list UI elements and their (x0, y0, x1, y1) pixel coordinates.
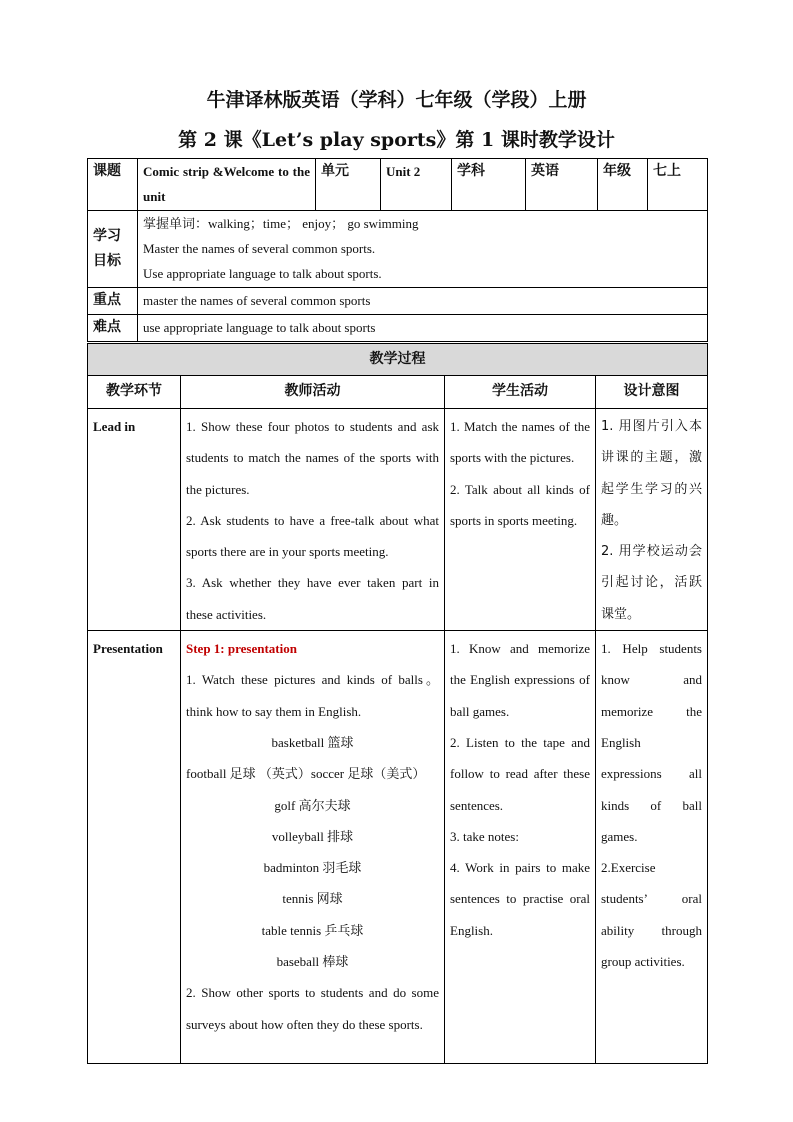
unit-label: 单元 (316, 159, 381, 211)
header-intent: 设计意图 (596, 376, 708, 409)
vocab-item: baseball 棒球 (276, 954, 349, 970)
presentation-stage: Presentation (88, 631, 181, 1064)
grade-value: 七上 (648, 159, 708, 211)
lead-in-teacher-2: 2. Ask students to have a free-talk about what sports there are in your sports meeting. (186, 512, 439, 560)
objective-line-3: Use appropriate language to talk about sports. (143, 266, 382, 281)
presentation-row (88, 631, 708, 1064)
objectives-content (138, 211, 708, 288)
vocab-item: table tennis 乒乓球 (261, 922, 364, 938)
unit-value: Unit 2 (381, 159, 452, 211)
vocab-item: volleyball 排球 (271, 828, 354, 844)
process-title-row (88, 344, 708, 376)
presentation-student-3: 3. take notes: (450, 828, 519, 844)
vocab-item: golf 高尔夫球 (274, 797, 351, 813)
lead-in-row (88, 409, 708, 631)
objectives-label (88, 211, 138, 288)
presentation-student (445, 631, 596, 1064)
process-title: 教学过程 (88, 344, 708, 376)
key-point-value: master the names of several common sports (138, 288, 708, 315)
header-student: 学生活动 (445, 376, 596, 409)
key-point-row (88, 288, 708, 315)
presentation-intent-2: 2.Exercise students’ oral ability through group activities. (601, 860, 702, 970)
key-point-label: 重点 (88, 288, 138, 315)
document-title: 牛津译林版英语（学科）七年级（学段）上册 (206, 89, 587, 111)
presentation-student-1: 1. Know and memorize the English expressions of ball games. (450, 641, 590, 719)
info-row (88, 159, 708, 211)
grade-label: 年级 (598, 159, 648, 211)
objectives-row (88, 211, 708, 288)
difficulty-value: use appropriate language to talk about sports (138, 315, 708, 342)
info-table (87, 158, 708, 342)
objectives-label-1: 学习 (93, 228, 121, 244)
objective-line-2: Master the names of several common sports. (143, 241, 376, 256)
presentation-intro: 1. Watch these pictures and kinds of balls。think how to say them in English. (186, 672, 439, 719)
lead-in-student (445, 409, 596, 631)
objectives-label-2: 目标 (93, 253, 121, 269)
vocab-item: badminton 羽毛球 (263, 860, 362, 876)
lead-in-teacher (181, 409, 445, 631)
header-stage: 教学环节 (88, 376, 181, 409)
lead-in-stage: Lead in (88, 409, 181, 631)
presentation-outro: 2. Show other sports to students and do some surveys about how often they do these sports. (186, 985, 439, 1032)
lead-in-student-1: 1. Match the names of the sports with the pictures. (450, 419, 590, 466)
header-teacher: 教师活动 (181, 376, 445, 409)
presentation-student-2: 2. Listen to the tape and follow to read after these sentences. (450, 734, 590, 813)
lead-in-intent-2: 2. 用学校运动会引起讨论，活跃课堂。 (601, 544, 702, 622)
objective-line-1: 掌握单词：walking；time； enjoy； go swimming (143, 216, 419, 231)
presentation-teacher (181, 631, 445, 1064)
vocab-item: football 足球 （英式）soccer 足球（美式） (186, 766, 426, 782)
lead-in-intent-1: 1. 用图片引入本讲课的主题，激起学生学习的兴趣。 (601, 419, 702, 528)
presentation-student-4: 4. Work in pairs to make sentences to practise oral English. (450, 860, 590, 938)
document-subtitle: 第 2 课《Let’s play sports》第 1 课时教学设计 (178, 129, 615, 151)
difficulty-label: 难点 (88, 315, 138, 342)
vocab-item: basketball 篮球 (271, 734, 354, 750)
lead-in-teacher-1: 1. Show these four photos to students and ask students to match the names of the sports with the pictures. (186, 419, 439, 497)
topic-value: Comic strip &Welcome to the unit (138, 159, 316, 211)
difficulty-row (88, 315, 708, 342)
process-header-row (88, 376, 708, 409)
step-title: Step 1: presentation (186, 641, 297, 657)
lead-in-teacher-3: 3. Ask whether they have ever taken part in these activities. (186, 575, 439, 622)
subject-value: 英语 (526, 159, 598, 211)
process-table (87, 343, 708, 1064)
lead-in-intent (596, 409, 708, 631)
vocab-item: tennis 网球 (282, 891, 343, 907)
topic-label: 课题 (88, 159, 138, 211)
lead-in-student-2: 2. Talk about all kinds of sports in sports meeting. (450, 481, 590, 528)
presentation-intent (596, 631, 708, 1064)
presentation-intent-1: 1. Help students know and memorize the English expressions all kinds of ball games. (601, 641, 702, 844)
subject-label: 学科 (452, 159, 526, 211)
